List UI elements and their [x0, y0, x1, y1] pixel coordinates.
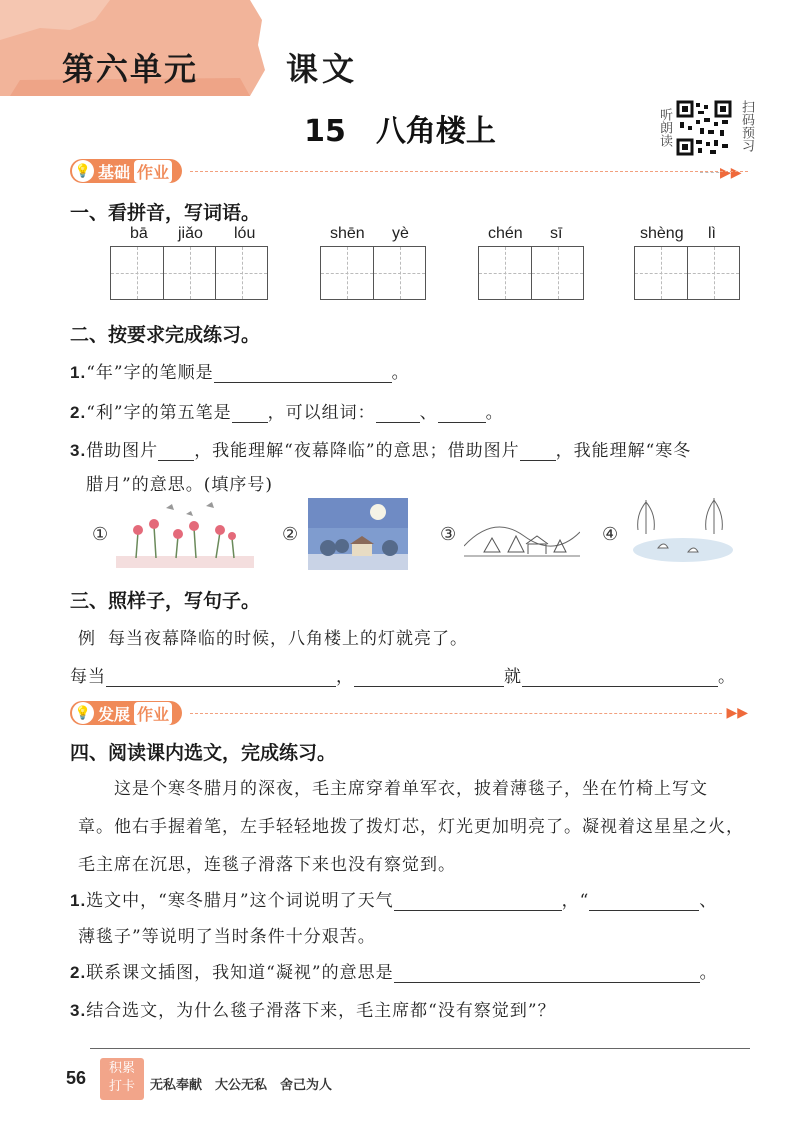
item-text: ，我能理解“寒冬	[555, 441, 692, 461]
writing-cell[interactable]	[635, 247, 687, 299]
picture-4-label: ④	[602, 524, 619, 545]
snowy-village-picture	[464, 506, 580, 562]
section-develop-badge	[70, 700, 748, 726]
item-number: 1.	[70, 363, 87, 382]
writing-cell[interactable]	[479, 247, 531, 299]
answer-blank[interactable]	[376, 404, 420, 423]
arrow-right-icon: ▶▶	[720, 165, 742, 181]
writing-grid-3[interactable]	[478, 246, 584, 300]
pond-willow-picture	[628, 494, 738, 568]
writing-cell[interactable]	[111, 247, 163, 299]
item-number: 3.	[70, 441, 87, 460]
picture-2-label: ②	[282, 524, 299, 545]
writing-cell[interactable]	[215, 247, 267, 299]
question-3-heading: 三、照样子，写句子。	[70, 590, 261, 612]
page-number: 56	[66, 1068, 87, 1088]
punctuation: 。	[485, 403, 504, 423]
badge-line: 打卡	[108, 1079, 135, 1094]
item-number: 1.	[70, 891, 87, 910]
answer-blank[interactable]	[394, 892, 562, 911]
q2-item-3-line2: 腊月”的意思。(填序号)	[86, 475, 273, 495]
q2-item-1	[70, 358, 410, 383]
pinyin-syllable: chén	[488, 225, 523, 242]
picture-3-label: ③	[440, 524, 457, 545]
example-sentence: 每当夜幕降临的时候，八角楼上的灯就亮了。	[108, 629, 468, 649]
badge-divider	[190, 171, 748, 172]
badge-label: 基础	[98, 162, 131, 182]
footer-divider	[90, 1048, 750, 1049]
q4-item-2	[70, 958, 760, 983]
writing-grid-1[interactable]	[110, 246, 268, 300]
punctuation: 。	[391, 363, 410, 383]
answer-blank[interactable]	[520, 442, 556, 461]
pinyin-syllable: sī	[550, 225, 563, 242]
badge-label-tag: 作业	[134, 702, 172, 725]
fill-text: 每当	[70, 667, 106, 687]
punctuation: ，	[336, 667, 354, 687]
arrow-right-icon: ▶▶	[726, 705, 748, 721]
item-text: 联系课文插图，我知道“凝视”的意思是	[86, 963, 394, 983]
answer-blank[interactable]	[589, 892, 699, 911]
pinyin-syllable: shēn	[330, 225, 365, 242]
badge-label-tag: 作业	[134, 160, 172, 183]
writing-cell[interactable]	[321, 247, 373, 299]
lesson-title: 15 八角楼上	[304, 114, 496, 149]
q4-item-1-line2: 薄毯子”等说明了当时条件十分艰苦。	[78, 927, 376, 947]
writing-cell[interactable]	[163, 247, 215, 299]
lightbulb-icon: 💡	[72, 160, 94, 182]
q2-item-3	[70, 436, 750, 461]
item-text: “年”字的笔顺是	[86, 363, 214, 383]
answer-blank[interactable]	[522, 668, 718, 687]
passage-line: 毛主席在沉思，连毯子滑落下来也没有察觉到。	[78, 855, 456, 875]
item-text: ，我能理解“夜幕降临”的意思；借助图片	[194, 441, 520, 461]
badge-label: 发展	[98, 704, 131, 724]
badge-pill	[70, 701, 182, 725]
qr-preview-label: 扫码预习	[739, 100, 754, 152]
fill-text: 就	[504, 667, 522, 687]
item-number: 3.	[70, 1001, 87, 1020]
answer-blank[interactable]	[438, 404, 486, 423]
item-text: “利”字的第五笔是	[86, 403, 232, 423]
pinyin-syllable: jiǎo	[178, 225, 203, 242]
item-number: 2.	[70, 403, 87, 422]
unit-title: 第六单元	[62, 50, 199, 88]
answer-blank[interactable]	[394, 964, 700, 983]
flowers-picture	[116, 498, 254, 568]
item-text: 结合选文，为什么毯子滑落下来，毛主席都“没有察觉到”？	[86, 1001, 556, 1021]
writing-grid-2[interactable]	[320, 246, 426, 300]
writing-cell[interactable]	[373, 247, 425, 299]
passage-line: 章。他右手握着笔，左手轻轻地拨了拨灯芯，灯光更加明亮了。凝视着这星星之火，	[78, 817, 744, 837]
item-text: 借助图片	[86, 441, 159, 461]
punctuation: 。	[718, 667, 736, 687]
answer-blank[interactable]	[232, 404, 268, 423]
example-label: 例	[78, 629, 96, 649]
passage-line: 这是个寒冬腊月的深夜，毛主席穿着单军衣，披着薄毯子，坐在竹椅上写文	[114, 779, 708, 799]
question-4-heading: 四、阅读课内选文，完成练习。	[70, 742, 337, 764]
badge-line: 积累	[108, 1061, 135, 1076]
writing-grid-4[interactable]	[634, 246, 740, 300]
question-1-heading: 一、看拼音，写词语。	[70, 202, 261, 224]
qr-code-icon[interactable]	[676, 100, 732, 156]
footer-idioms: 无私奉献 大公无私 舍己为人	[150, 1078, 333, 1093]
punctuation: 、	[419, 403, 438, 423]
lightbulb-icon: 💡	[72, 702, 94, 724]
answer-blank[interactable]	[214, 364, 392, 383]
answer-blank[interactable]	[158, 442, 194, 461]
q4-item-1	[70, 886, 760, 911]
accumulate-badge	[100, 1058, 144, 1100]
writing-cell[interactable]	[687, 247, 739, 299]
badge-pill	[70, 159, 182, 183]
punctuation: 。	[699, 963, 718, 983]
item-text: 选文中，“寒冬腊月”这个词说明了天气	[86, 891, 394, 911]
pinyin-syllable: lì	[708, 225, 716, 242]
item-number: 2.	[70, 963, 87, 982]
pinyin-syllable: shèng	[640, 225, 684, 242]
q3-fill	[70, 662, 750, 687]
q3-example	[78, 624, 468, 649]
punctuation: 、	[699, 891, 718, 911]
night-village-picture	[308, 498, 408, 570]
qr-listen-label: 听朗读	[657, 108, 672, 147]
section-basic-badge	[70, 158, 748, 184]
badge-divider	[190, 713, 722, 714]
writing-cell[interactable]	[531, 247, 583, 299]
pinyin-syllable: lóu	[234, 225, 256, 242]
pinyin-syllable: bā	[130, 225, 148, 242]
answer-blank[interactable]	[106, 668, 336, 687]
picture-1-label: ①	[92, 524, 109, 545]
unit-type: 课文	[286, 50, 359, 88]
q4-item-3	[70, 996, 556, 1021]
item-text: ，可以组词：	[267, 403, 376, 423]
answer-blank[interactable]	[354, 668, 504, 687]
question-2-heading: 二、按要求完成练习。	[70, 324, 261, 346]
pinyin-syllable: yè	[392, 225, 409, 242]
item-text: ，“	[561, 891, 590, 911]
q2-item-2	[70, 398, 504, 423]
